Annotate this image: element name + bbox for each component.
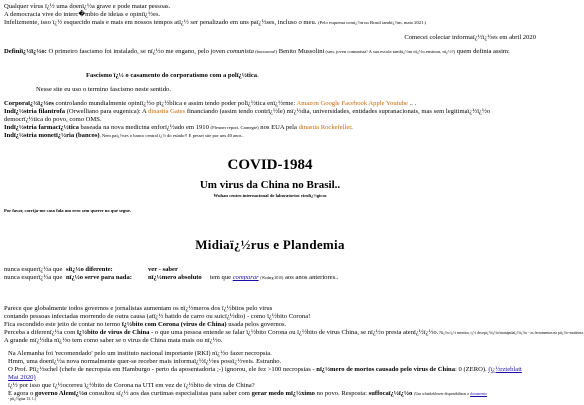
midia-row-1-b: siï¿½o diferente:	[66, 266, 113, 273]
body-p3	[4, 321, 536, 329]
body-p3-c: usada pelos governos.	[226, 320, 287, 328]
corp-row-3-note: (Flexner report, Carnegie)	[210, 124, 259, 130]
body-p8-c: : 0 (ZERO).	[455, 365, 487, 373]
corp-row-1	[4, 100, 536, 108]
corp-row-1-text: controlando mundialmente opiniï¿½o pï¿½blica e assim tendo poder polï¿½tica enï¿½rme:	[53, 100, 297, 107]
intro-line-3	[4, 19, 536, 27]
covid-title: COVID-1984	[227, 157, 313, 173]
body-block-1	[4, 305, 584, 345]
body-p11-f: suffocaï¿½ï¿½o	[368, 389, 413, 397]
body-p4-c: - o que uma pessoa entende se falar ï¿½bito Corona ou ï¿½bito de virus China, se nï¿½o presta atenï¿½ï¿½o.	[149, 328, 439, 336]
body-p4-note: Nï¿½o ï¿½ mentira, ï¿½ decepï¿½ï¿½o/manipulaï¿½ï¿½o - as ferramentas na piï¿½o-moderna.	[438, 330, 584, 335]
body-p6: Na Alemanha foi 'recomendado' pelo um instituto nacional importante (RKI) nï¿½o fazer necropsia.	[8, 350, 272, 357]
intro-line-3-note: (Pelo esquema comï¿½n no Brasil tambï¿½m, maio 2021.)	[318, 19, 427, 25]
fascism-quote	[86, 72, 536, 80]
aerzteblatt-link[interactable]: (ï¿½rzteblatt	[488, 365, 522, 373]
midia-row-1-c: ver - saber	[148, 266, 178, 273]
corp-row-4-note: . Nem paï¿½ses o banco central ï¿½ do estado!! E pessei site por uns 40 anos..	[99, 132, 244, 138]
compare-link[interactable]: comparar	[232, 273, 259, 281]
corp-row-2-cont: democrï¿½tica do povo, como OMS.	[4, 115, 102, 123]
definition-small-1: (booooom!)	[253, 49, 278, 54]
body-p8	[8, 366, 536, 374]
aerzteblatt-link-cont[interactable]: Mai 2020)	[8, 373, 36, 381]
definition-text-3: quem definia assim:	[455, 48, 510, 55]
body-p8-a: O Prof. Piï¿½schel (chefe de necropsia em Hamburgo - perto da aposentadoria ;-) ignorou, ele fez >100 necropsias -	[8, 365, 317, 373]
corp-row-2-b: financiando (assim tendo contrï¿½le) mï¿½dia, universidades, entidades supranacionais, mas sem legitimaï¿½ï¿½o	[185, 107, 491, 115]
fascism-quote-c: .	[257, 72, 259, 79]
covid-subtitle: Um virus da China no Brasil..	[199, 179, 341, 191]
body-p2: contando pessoas infectadas morrendo de outra causa (atï¿½ batido de carro ou suicï¿½dio) - como ï¿½bito Corona!	[4, 312, 311, 320]
intro-line-3-text: Infelizmente, isso ï¿½ esquecido mais e mais em nossos tempos atï¿½ ser penalizado em uns paï¿½ses, incluso o meu.	[4, 18, 317, 26]
body-p3-a: Fica escondido este jeito de contar no termo	[4, 320, 122, 328]
intro-line-2: A democracia vive do interc�mbio de ideias e opiniï¿½es.	[4, 10, 161, 18]
body-p11-b: governo Alemï¿½o	[34, 389, 88, 397]
corp-row-3-a: baseada na nova medicina enforï¿½ado em 1910	[78, 123, 211, 131]
definition-paragraph	[4, 48, 536, 56]
body-p4-a: Perceba a diferenï¿½a com	[4, 328, 78, 336]
corp-row-2-a: (Orwelliano para eugenica): A	[65, 107, 148, 115]
intro-block	[4, 3, 536, 27]
corp-row-3-label: Indï¿½stria farmacï¿½tica	[4, 123, 79, 131]
document-link[interactable]: documento	[470, 391, 487, 396]
body-p5: A grande mï¿½dia nï¿½o tem como saber se o virus de China mata mais ou nï¿½o.	[4, 336, 223, 344]
fascism-quote-b: casamento do corporatismo com a polï¿½tica	[130, 72, 258, 79]
midia-rows	[4, 266, 536, 282]
midia-row-2	[4, 274, 536, 282]
body-p11-c: consultou sï¿½ aos das curtimas especialistas para saber com	[87, 389, 252, 397]
corp-row-4-label: Indï¿½stria monetï¿½ria (bancos)	[4, 131, 100, 139]
intro-date: Comecei colectar informaï¿½ï¿½es em abril 2020	[404, 34, 536, 41]
definition-text-2: Benito Mussolini	[277, 48, 325, 55]
body-block-2	[8, 350, 536, 402]
midia-row-1	[4, 266, 536, 274]
body-p4	[4, 328, 584, 337]
definition-label: Definiï¿½ï¿½o:	[4, 48, 47, 55]
body-p8-b: nï¿½mero de mortos causado pelo virus de China	[316, 365, 456, 373]
body-p11-e: no povo. Resposta:	[314, 389, 369, 397]
body-p3-b: ï¿½bito com Corona (virus de China)	[121, 320, 227, 328]
midia-row-2-e: aos anos anteriores..	[283, 273, 339, 281]
midia-row-2-d: tem que	[210, 273, 233, 281]
midia-row-2-a: nunca esquerï¿½a que	[4, 273, 63, 281]
correction-request: Por favor, corrija-me caso fala um erro sem querer no que segue.	[4, 208, 131, 213]
corp-row-3	[4, 124, 536, 132]
corp-row-3-b: nos EUA pela	[258, 123, 299, 131]
intro-line-1: Qualquer vírus ï¿½ uma doenï¿½a grave e pode matar pessoas.	[4, 3, 171, 10]
corp-row-4	[4, 132, 536, 140]
fascism-quote-a: Fascismo ï¿½ o	[86, 72, 131, 79]
definition-text-1: O primeiro fascismo foi instalado, se nï¿½o me engano, pelo joven	[46, 48, 227, 55]
body-p12: - piï¿½gina 13, 1.)	[8, 397, 37, 402]
rockefeller-link[interactable]: dinastia Rockefeller	[298, 123, 352, 131]
body-p11	[8, 390, 536, 398]
body-p1: Parece que globalmente todos governos e jornalistas aumentam os nï¿½meros dos ï¿½bitos pelo virus	[4, 305, 273, 312]
corp-row-1-label: Corporaï¿½ï¿½es	[4, 100, 54, 107]
body-p10: ï¿½ por isso que ï¿½ocorreu ï¿½bito de Corona na UTI em vez de ï¿½bito de virus de China?	[8, 381, 255, 389]
corp-links[interactable]: Amazon Google Facebook Apple Youtube	[296, 100, 408, 107]
gates-link[interactable]: dinastia Gates	[148, 107, 186, 115]
midia-title: Midiaï¿½rus e Plandemia	[195, 237, 345, 252]
wodarg-note: (Wodarg 2010)	[260, 275, 284, 280]
body-p11-d: gerar medo mï¿½ximo	[251, 389, 315, 397]
body-p11-g: . (Um whistleblower disponibilizou o	[412, 391, 471, 396]
corp-row-1-end: .. .	[407, 100, 417, 107]
body-p11-a: E agora o	[8, 389, 35, 397]
midia-row-1-a: nunca esquerï¿½a que	[4, 266, 63, 273]
fascism-usage-note: Nesse site eu uso o termino fascismo neste sentido.	[36, 86, 171, 93]
body-p7: Hmm, uma doenï¿½a nova normalmente quer-se receber mais informaï¿½ï¿½es possï¿½veis. Estranho.	[8, 357, 282, 365]
corp-row-2-label: Indï¿½stria filantrofa	[4, 107, 66, 115]
midia-row-2-c: nï¿½mero absoluto	[148, 273, 202, 281]
definition-small-2: (sim, joven comunista! A sua escola tambï¿½m nï¿½o ensinou, nï¿½?)	[324, 49, 456, 54]
covid-lab-note: Wuhan centro internacional de laboratorios virolï¿½gicos	[213, 193, 327, 198]
definition-block	[4, 48, 536, 56]
corp-row-3-c: .	[351, 123, 353, 131]
body-p4-b: ï¿½bito de virus de China	[77, 328, 150, 336]
midia-row-2-b: nï¿½o serve para nada:	[66, 273, 132, 281]
corporations-block	[4, 100, 536, 140]
definition-italic: comunista	[226, 48, 254, 55]
corp-row-2	[4, 108, 536, 116]
